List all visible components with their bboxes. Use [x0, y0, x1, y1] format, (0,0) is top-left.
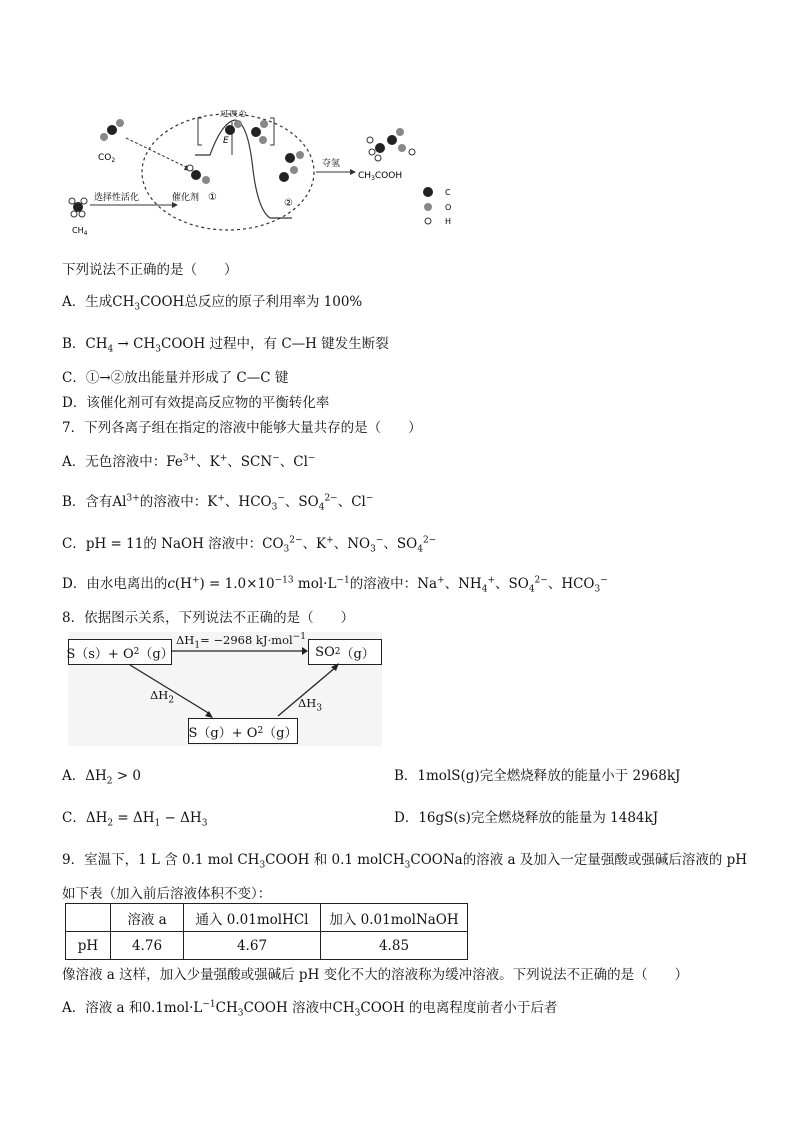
box-s-solid: S（s）+ O 2 （g） — [68, 639, 172, 665]
q8-option-c: C．$\Delta H_2 = \Delta H_1 - \Delta H_3$ — [62, 810, 208, 829]
q9-option-a: A．溶液 a 和$0.1mol\cdot L^{-1}CH_3COOH$ 溶液中$CH_3COOH$ 的电离程度前者小于后者 — [62, 999, 558, 1019]
box-so2: SO 2 （g） — [308, 639, 382, 665]
q6-option-c: C．①→②放出能量并形成了 C—C 键 — [62, 370, 289, 386]
dehydrogenation-label: 夺氢 — [322, 159, 341, 169]
enthalpy-diagram — [68, 632, 382, 746]
q6-option-b: B．$CH_4$ → $CH_3COOH$ 过程中，有 C—H 键发生断裂 — [62, 336, 389, 355]
q7-option-c: C．pH = 11的 NaOH 溶液中：$CO_3^{2-}$、K+、$NO_3^-$、$SO_4^{2-}$ — [62, 535, 437, 555]
q9-stem: 9．室温下，1 L 含 0.1 mol $CH_3COOH$ 和 0.1 molCH$_3$COONa的溶液 a 及加入一定量强酸或强碱后溶液的 pH — [62, 852, 748, 871]
q6-stem: 下列说法不正确的是（ ） — [62, 262, 238, 278]
q8-stem: 8．依据图示关系，下列说法不正确的是（ ） — [62, 610, 355, 626]
step1-label: ① — [208, 192, 217, 203]
q9-stem-line2: 如下表（加入前后溶液体积不变）： — [62, 886, 272, 902]
q8-option-b: B．1molS(g)完全燃烧释放的能量小于 2968kJ — [394, 768, 681, 784]
svg-text:CH3COOH: $CH_3COOH$ — [358, 171, 403, 182]
selective-activation-label: 选择性活化 — [94, 193, 140, 203]
table-header-row: 溶液 a 通入 0.01molHCl 加入 0.01molNaOH — [66, 904, 468, 932]
q9-after: 像溶液 a 这样，加入少量强酸或强碱后 pH 变化不大的溶液称为缓冲溶液。下列说法不正确的是（ ） — [62, 967, 689, 983]
step2-label: ② — [284, 198, 293, 209]
q7-option-d: D．由水电离出的$c(H^+) = 1.0\times 10^{-13}$ $mol\cdot L^{-1}$的溶液中：Na+、$NH_4^+$、$SO_4^{2-}$、$HCO_3^-$ — [62, 575, 608, 595]
mechanism-figure — [60, 110, 470, 240]
legend-h: H — [445, 217, 452, 226]
dh2-label: $\Delta H_2$ — [150, 688, 175, 706]
table-row: pH 4.76 4.67 4.85 — [66, 932, 468, 960]
q7-option-a: A．无色溶液中：$Fe^{3+}$、K+、SCN−、Cl− — [62, 453, 316, 470]
box-s-gas: S（g）+ O 2 （g） — [188, 718, 298, 744]
dh1-label: $\Delta H_1= -2968$ kJ·mol$^{-1}$ — [176, 632, 306, 651]
q7-stem: 7．下列各离子组在指定的溶液中能够大量共存的是（ ） — [62, 420, 422, 436]
legend-c: C — [445, 188, 451, 197]
svg-text:CH4: $CH_4$ — [72, 226, 88, 237]
dh3-label: $\Delta H_3$ — [298, 696, 323, 714]
q6-option-a: A．生成$CH_3COOH$总反应的原子利用率为 100% — [62, 294, 363, 313]
q7-option-b: B．含有$Al^{3+}$的溶液中：K+、$HCO_3^-$、$SO_4^{2-}$、Cl− — [62, 493, 374, 513]
ph-table — [65, 903, 468, 960]
energy-label: E — [223, 136, 229, 146]
legend-o: O — [445, 203, 452, 212]
transition-state-label: 过渡态 — [220, 110, 248, 119]
svg-text:CO2: $CO_2$ — [98, 153, 116, 164]
q8-option-a: A．$\Delta H_2 > 0$ — [62, 768, 141, 787]
catalyst-label: 催化剂 — [172, 193, 200, 203]
q8-option-d: D．16gS(s)完全燃烧释放的能量为 1484kJ — [394, 810, 659, 826]
q6-option-d: D．该催化剂可有效提高反应物的平衡转化率 — [62, 395, 330, 411]
